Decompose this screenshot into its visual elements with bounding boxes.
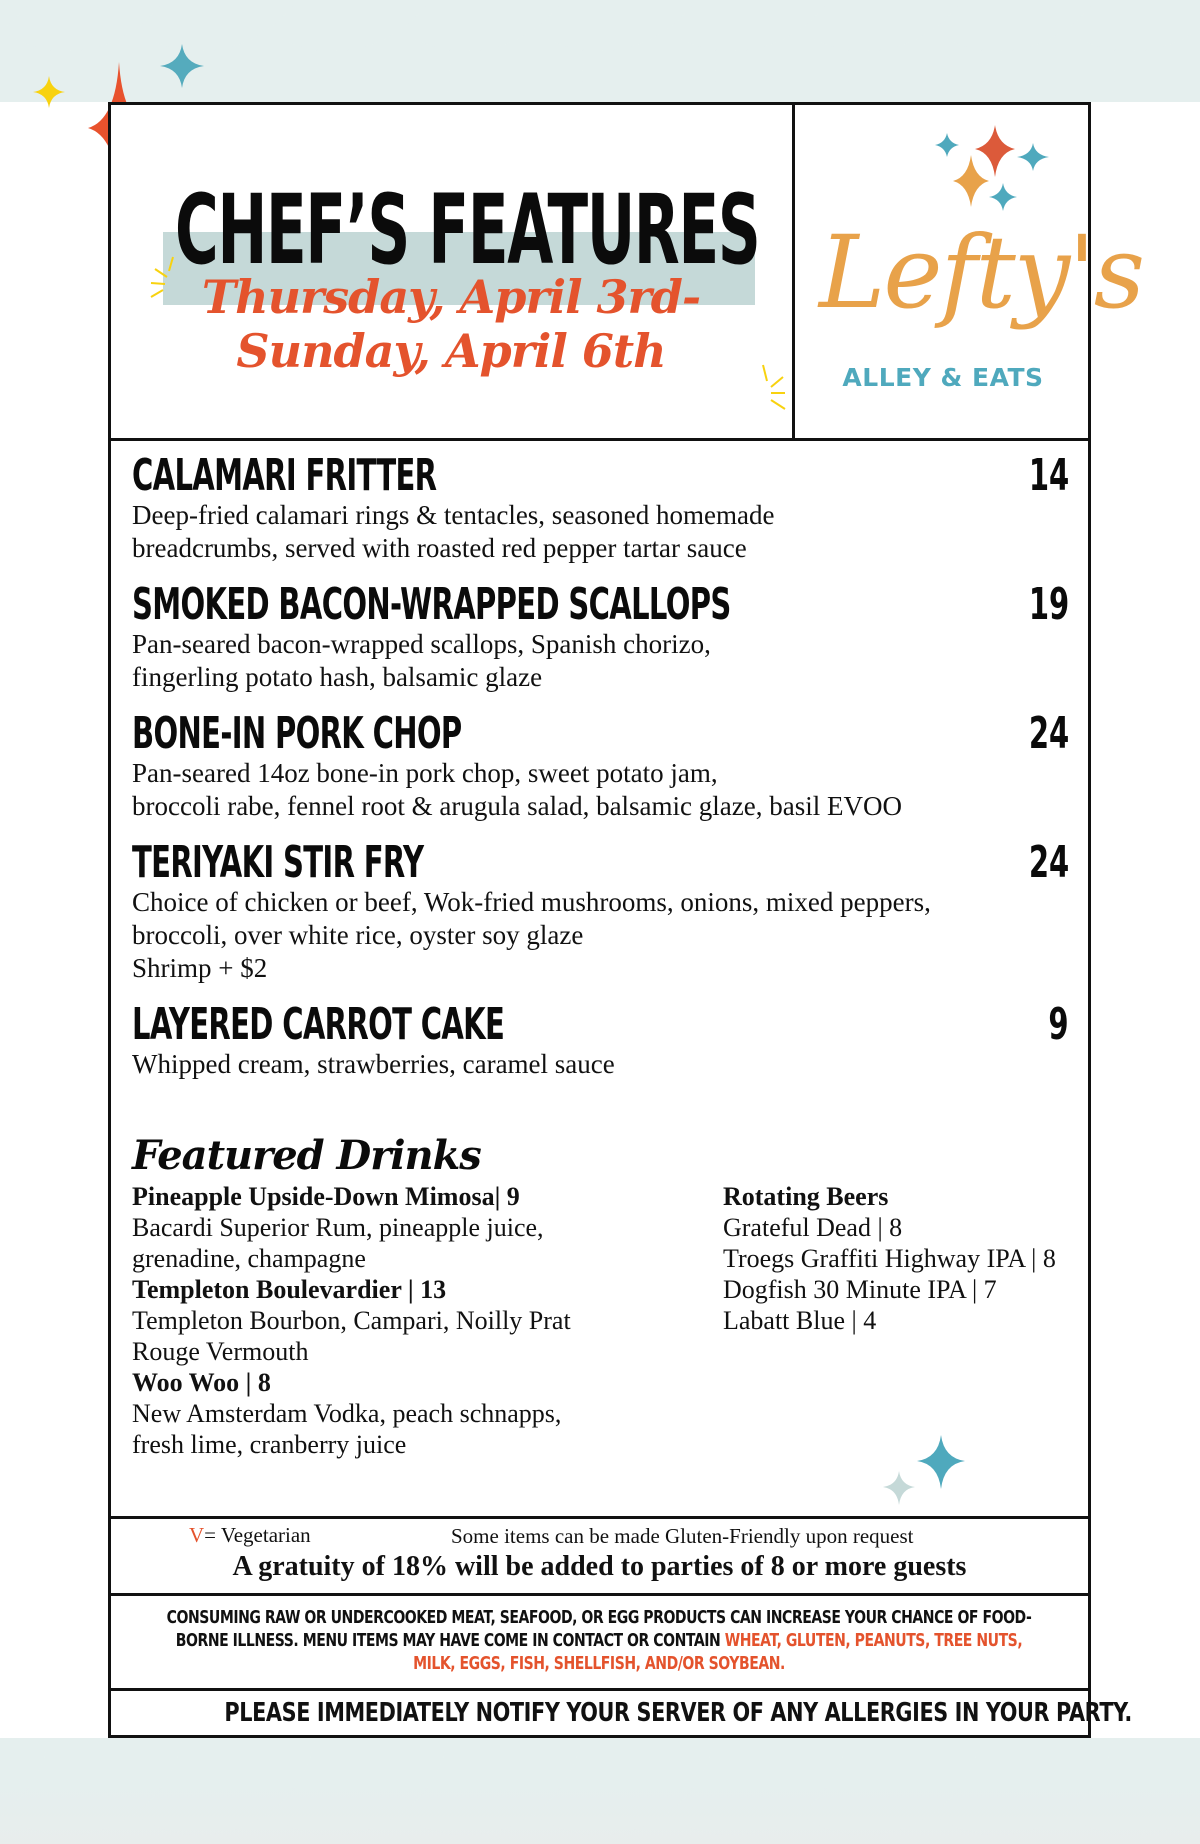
menu-item: [132, 579, 1072, 694]
logo-subtitle: ALLEY & EATS: [842, 363, 1044, 392]
warning-text: CONSUMING RAW OR UNDERCOOKED MEAT, SEAFOOD, OR EGG PRODUCTS CAN INCREASE YOUR CHANCE OF FOOD-BORNE ILLNESS. MENU ITEMS MAY HAVE COME IN CONTACT OR CONTAIN: [166, 1607, 1032, 1651]
vegetarian-label: = Vegetarian: [204, 1523, 311, 1547]
vegetarian-legend: [189, 1523, 311, 1548]
drinks-heading: Featured Drinks: [132, 1132, 481, 1179]
beers-heading: Rotating Beers: [723, 1182, 889, 1211]
menu-item-price: 9: [1048, 999, 1069, 1050]
menu-item-description: Pan-seared bacon-wrapped scallops, Spanish chorizo,: [132, 629, 711, 659]
menu-item: [132, 450, 1072, 565]
menu-frame: [108, 102, 1144, 1738]
legend-section: [111, 1516, 1088, 1596]
cocktail-name: Woo Woo | 8: [132, 1368, 271, 1397]
cocktail-description: New Amsterdam Vodka, peach schnapps,: [132, 1399, 562, 1428]
beers-list: [723, 1181, 1093, 1336]
menu-item-description: fingerling potato hash, balsamic glaze: [132, 662, 543, 692]
menu-item-name: LAYERED CARROT CAKE: [132, 999, 505, 1050]
sparkle-yellow-icon: [33, 72, 65, 112]
date-range-line-2: Sunday, April 6th: [236, 324, 666, 378]
menu-item-addon: Shrimp + $2: [132, 953, 268, 983]
cocktail-name: Pineapple Upside-Down Mimosa| 9: [132, 1182, 520, 1211]
menu-item-name: SMOKED BACON-WRAPPED SCALLOPS: [132, 579, 731, 630]
menu-item-description: broccoli, over white rice, oyster soy glaze: [132, 920, 584, 950]
beer-item: Labatt Blue | 4: [723, 1306, 877, 1335]
menu-item-name: TERIYAKI STIR FRY: [132, 837, 424, 888]
page-title: CHEF’S FEATURES: [175, 174, 760, 286]
decorative-pattern-bottom: [0, 1738, 1200, 1844]
header-title-panel: [111, 105, 795, 441]
allergen-list: WHEAT, GLUTEN, PEANUTS, TREE NUTS, MILK, EGGS, FISH, SHELLFISH, AND/OR SOYBEAN.: [413, 1630, 1023, 1674]
allergy-notice-text: PLEASE IMMEDIATELY NOTIFY YOUR SERVER OF ANY ALLERGIES IN YOUR PARTY.: [224, 1698, 1132, 1728]
beer-item: Grateful Dead | 8: [723, 1213, 903, 1242]
menu-item-description: Whipped cream, strawberries, caramel sauce: [132, 1049, 615, 1079]
menu-item-description: broccoli rabe, fennel root & arugula salad, balsamic glaze, basil EVOO: [132, 791, 902, 821]
cocktail-description: Rouge Vermouth: [132, 1337, 309, 1366]
date-range-line-1: Thursday, April 3rd-: [201, 270, 701, 324]
menu-item-price: 24: [1028, 837, 1069, 888]
menu-item-description: Choice of chicken or beef, Wok-fried mushrooms, onions, mixed peppers,: [132, 887, 931, 917]
menu-item: [132, 837, 1072, 985]
beer-item: Dogfish 30 Minute IPA | 7: [723, 1275, 997, 1304]
logo-wordmark: Lefty's: [819, 214, 1144, 331]
menu-item: [132, 999, 1072, 1081]
food-safety-warning: [111, 1596, 1088, 1691]
menu-item-description: Pan-seared 14oz bone-in pork chop, sweet potato jam,: [132, 758, 718, 788]
menu-item: [132, 708, 1072, 823]
logo-sparkles-icon: [925, 125, 1055, 220]
sparkle-rays-left-icon: [149, 255, 183, 301]
menu-item-name: BONE-IN PORK CHOP: [132, 708, 462, 759]
cocktail-description: fresh lime, cranberry juice: [132, 1430, 407, 1459]
vegetarian-symbol: V: [189, 1523, 205, 1547]
cocktail-description: Templeton Bourbon, Campari, Noilly Prat: [132, 1306, 571, 1335]
date-range: [171, 270, 731, 378]
allergy-notice: [111, 1695, 1132, 1731]
cocktail-description: Bacardi Superior Rum, pineapple juice,: [132, 1213, 544, 1242]
beer-item: Troegs Graffiti Highway IPA | 8: [723, 1244, 1056, 1273]
menu-item-price: 24: [1028, 708, 1069, 759]
logo-panel: [795, 105, 1144, 441]
menu-item-price: 14: [1028, 450, 1069, 501]
menu-item-price: 19: [1028, 579, 1069, 630]
sparkle-teal-icon: [160, 40, 204, 92]
menu-items-list: [132, 450, 1072, 1098]
gluten-friendly-note: Some items can be made Gluten-Friendly upon request: [451, 1524, 914, 1548]
menu-item-description: Deep-fried calamari rings & tentacles, seasoned homemade: [132, 500, 775, 530]
cocktail-description: grenadine, champagne: [132, 1244, 366, 1273]
sparkles-decoration-icon: [881, 1435, 971, 1510]
cocktails-list: [132, 1181, 622, 1460]
gratuity-notice: A gratuity of 18% will be added to parties of 8 or more guests: [232, 1551, 967, 1582]
menu-item-description: breadcrumbs, served with roasted red pepper tartar sauce: [132, 533, 747, 563]
cocktail-name: Templeton Boulevardier | 13: [132, 1275, 447, 1304]
sparkle-rays-right-icon: [759, 363, 789, 415]
menu-item-name: CALAMARI FRITTER: [132, 450, 437, 501]
